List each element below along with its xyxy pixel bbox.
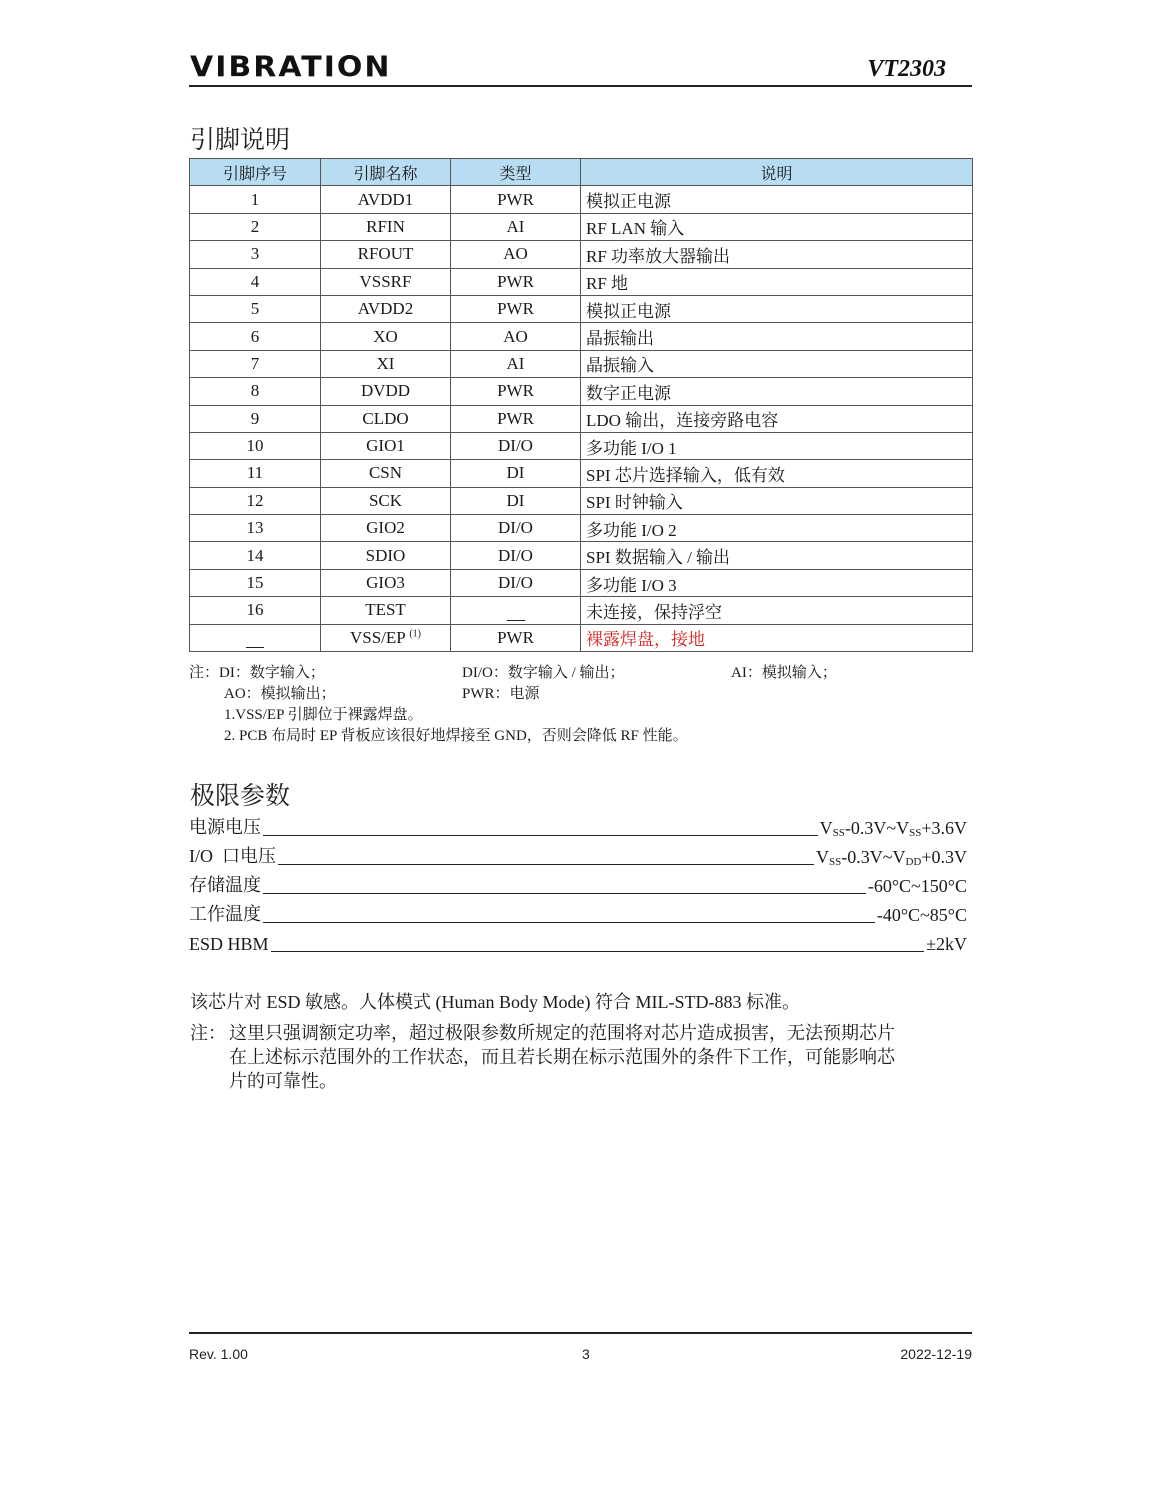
pin-name: AVDD1 [321, 186, 451, 213]
pin-name: AVDD2 [321, 295, 451, 322]
limit-value: ±2kV [926, 934, 967, 954]
table-row [190, 241, 973, 268]
pin-number: 13 [190, 515, 321, 542]
col-header-type: 类型 [451, 159, 581, 186]
pin-description: 多功能 I/O 1 [581, 432, 973, 459]
header-rule [189, 85, 972, 87]
footer-revision: Rev. 1.00 [189, 1346, 248, 1362]
footer-rule [189, 1332, 972, 1334]
pin-table-header [190, 159, 973, 186]
table-row [190, 487, 973, 514]
pin-type: AO [451, 241, 581, 268]
note-footnote-2: 2. PCB 布局时 EP 背板应该很好地焊接至 GND，否则会降低 RF 性能。 [224, 728, 688, 744]
table-row [190, 569, 973, 596]
limit-label: 电源电压 [189, 817, 261, 837]
pin-name: VSSRF [321, 268, 451, 295]
footer-page-number: 3 [582, 1346, 590, 1362]
pin-number: 7 [190, 350, 321, 377]
pin-type: DI/O [451, 515, 581, 542]
pin-name: RFIN [321, 213, 451, 240]
warning-line-1: 这里只强调额定功率，超过极限参数所规定的范围将对芯片造成损害，无法预期芯片 [229, 1023, 895, 1043]
limit-value: VSS-0.3V~VSS+3.6V [819, 818, 967, 839]
pin-number: 5 [190, 295, 321, 322]
pin-name: RFOUT [321, 241, 451, 268]
pin-type: AO [451, 323, 581, 350]
col-header-name: 引脚名称 [321, 159, 451, 186]
pin-description: SPI 时钟输入 [581, 487, 973, 514]
limit-row [189, 902, 967, 926]
pin-type: DI [451, 460, 581, 487]
leader-line [271, 951, 925, 952]
table-row [190, 515, 973, 542]
note-ai: AI：模拟输入； [731, 665, 837, 681]
limit-label: ESD HBM [189, 934, 269, 954]
limit-value: -40°C~85°C [876, 905, 967, 925]
pin-description: 晶振输入 [581, 350, 973, 377]
warning-line-2: 在上述标示范围外的工作状态，而且若长期在标示范围外的条件下工作，可能影响芯 [229, 1047, 895, 1067]
limit-label: 工作温度 [189, 904, 261, 924]
table-row [190, 295, 973, 322]
pin-number: 2 [190, 213, 321, 240]
leader-line [263, 835, 818, 836]
pin-description: LDO 输出，连接旁路电容 [581, 405, 973, 432]
warning-prefix: 注： [190, 1023, 226, 1043]
pin-number: 8 [190, 378, 321, 405]
table-row [190, 405, 973, 432]
col-header-description: 说明 [581, 159, 973, 186]
leader-line [278, 864, 814, 865]
table-row [190, 268, 973, 295]
pin-description: RF 地 [581, 268, 973, 295]
limit-label: 存储温度 [189, 875, 261, 895]
pin-description: 未连接，保持浮空 [581, 597, 973, 624]
pin-section-title: 引脚说明 [190, 125, 291, 154]
pin-number: 10 [190, 432, 321, 459]
table-row [190, 213, 973, 240]
col-header-number: 引脚序号 [190, 159, 321, 186]
pin-description: SPI 数据输入 / 输出 [581, 542, 973, 569]
brand-logo: VIBRATION [190, 50, 392, 85]
pin-type [451, 597, 581, 624]
table-row [190, 186, 973, 213]
table-row [190, 350, 973, 377]
pin-description: 多功能 I/O 3 [581, 569, 973, 596]
pin-type: PWR [451, 295, 581, 322]
note-pwr: PWR：电源 [462, 686, 540, 702]
table-row [190, 624, 973, 651]
pin-number: 16 [190, 597, 321, 624]
leader-line [263, 893, 866, 894]
pin-description: 晶振输出 [581, 323, 973, 350]
pin-number: 15 [190, 569, 321, 596]
pin-number: 6 [190, 323, 321, 350]
pin-number: 14 [190, 542, 321, 569]
pin-type: PWR [451, 624, 581, 651]
pin-type: PWR [451, 378, 581, 405]
pin-name: SDIO [321, 542, 451, 569]
pin-name: GIO2 [321, 515, 451, 542]
note-ao: AO：模拟输出； [224, 686, 336, 702]
pin-description: 数字正电源 [581, 378, 973, 405]
pin-number: 12 [190, 487, 321, 514]
pin-name: VSS/EP $^{(1)}$ [321, 624, 451, 651]
leader-line [263, 922, 875, 923]
na-dash [246, 647, 264, 648]
na-dash [507, 620, 525, 621]
pin-name: GIO3 [321, 569, 451, 596]
pin-type: DI [451, 487, 581, 514]
note-di: 注：DI：数字输入； [189, 665, 325, 681]
note-dio: DI/O：数字输入 / 输出； [462, 665, 625, 681]
pin-type: PWR [451, 268, 581, 295]
pin-description: RF LAN 输入 [581, 213, 973, 240]
limit-row [189, 873, 967, 897]
pin-name: XI [321, 350, 451, 377]
pin-number [190, 624, 321, 651]
pin-type: AI [451, 213, 581, 240]
pin-type: AI [451, 350, 581, 377]
note-footnote-1: 1.VSS/EP 引脚位于裸露焊盘。 [224, 707, 423, 723]
pin-type: DI/O [451, 432, 581, 459]
pin-description: 模拟正电源 [581, 186, 973, 213]
pin-number: 11 [190, 460, 321, 487]
table-row [190, 378, 973, 405]
table-row [190, 432, 973, 459]
pin-description: 多功能 I/O 2 [581, 515, 973, 542]
esd-note: 该芯片对 ESD 敏感。人体模式 (Human Body Mode) 符合 MIL-STD-883 标准。 [190, 992, 800, 1012]
table-row [190, 542, 973, 569]
limits-section-title: 极限参数 [190, 781, 291, 810]
pin-name: GIO1 [321, 432, 451, 459]
limit-value: -60°C~150°C [867, 876, 967, 896]
pin-type: DI/O [451, 569, 581, 596]
pin-type: PWR [451, 186, 581, 213]
limit-row [189, 815, 967, 839]
pin-description: 裸露焊盘，接地 [581, 624, 973, 651]
pin-name: CLDO [321, 405, 451, 432]
pin-description: SPI 芯片选择输入，低有效 [581, 460, 973, 487]
pin-number: 1 [190, 186, 321, 213]
pin-name: SCK [321, 487, 451, 514]
footer-date: 2022-12-19 [900, 1346, 972, 1362]
warning-line-3: 片的可靠性。 [229, 1071, 337, 1091]
table-row [190, 597, 973, 624]
pin-table [189, 158, 973, 652]
pin-name: XO [321, 323, 451, 350]
table-row [190, 460, 973, 487]
limit-row [189, 931, 967, 955]
pin-description: RF 功率放大器输出 [581, 241, 973, 268]
pin-description: 模拟正电源 [581, 295, 973, 322]
pin-number: 3 [190, 241, 321, 268]
limit-value: VSS-0.3V~VDD+0.3V [815, 847, 967, 868]
limit-row [189, 844, 967, 868]
pin-number: 9 [190, 405, 321, 432]
pin-name: DVDD [321, 378, 451, 405]
table-row [190, 323, 973, 350]
model-number: VT2303 [867, 56, 946, 82]
limit-label: I/O 口电压 [189, 846, 276, 866]
pin-number: 4 [190, 268, 321, 295]
pin-name: CSN [321, 460, 451, 487]
pin-name: TEST [321, 597, 451, 624]
pin-type: DI/O [451, 542, 581, 569]
pin-type: PWR [451, 405, 581, 432]
